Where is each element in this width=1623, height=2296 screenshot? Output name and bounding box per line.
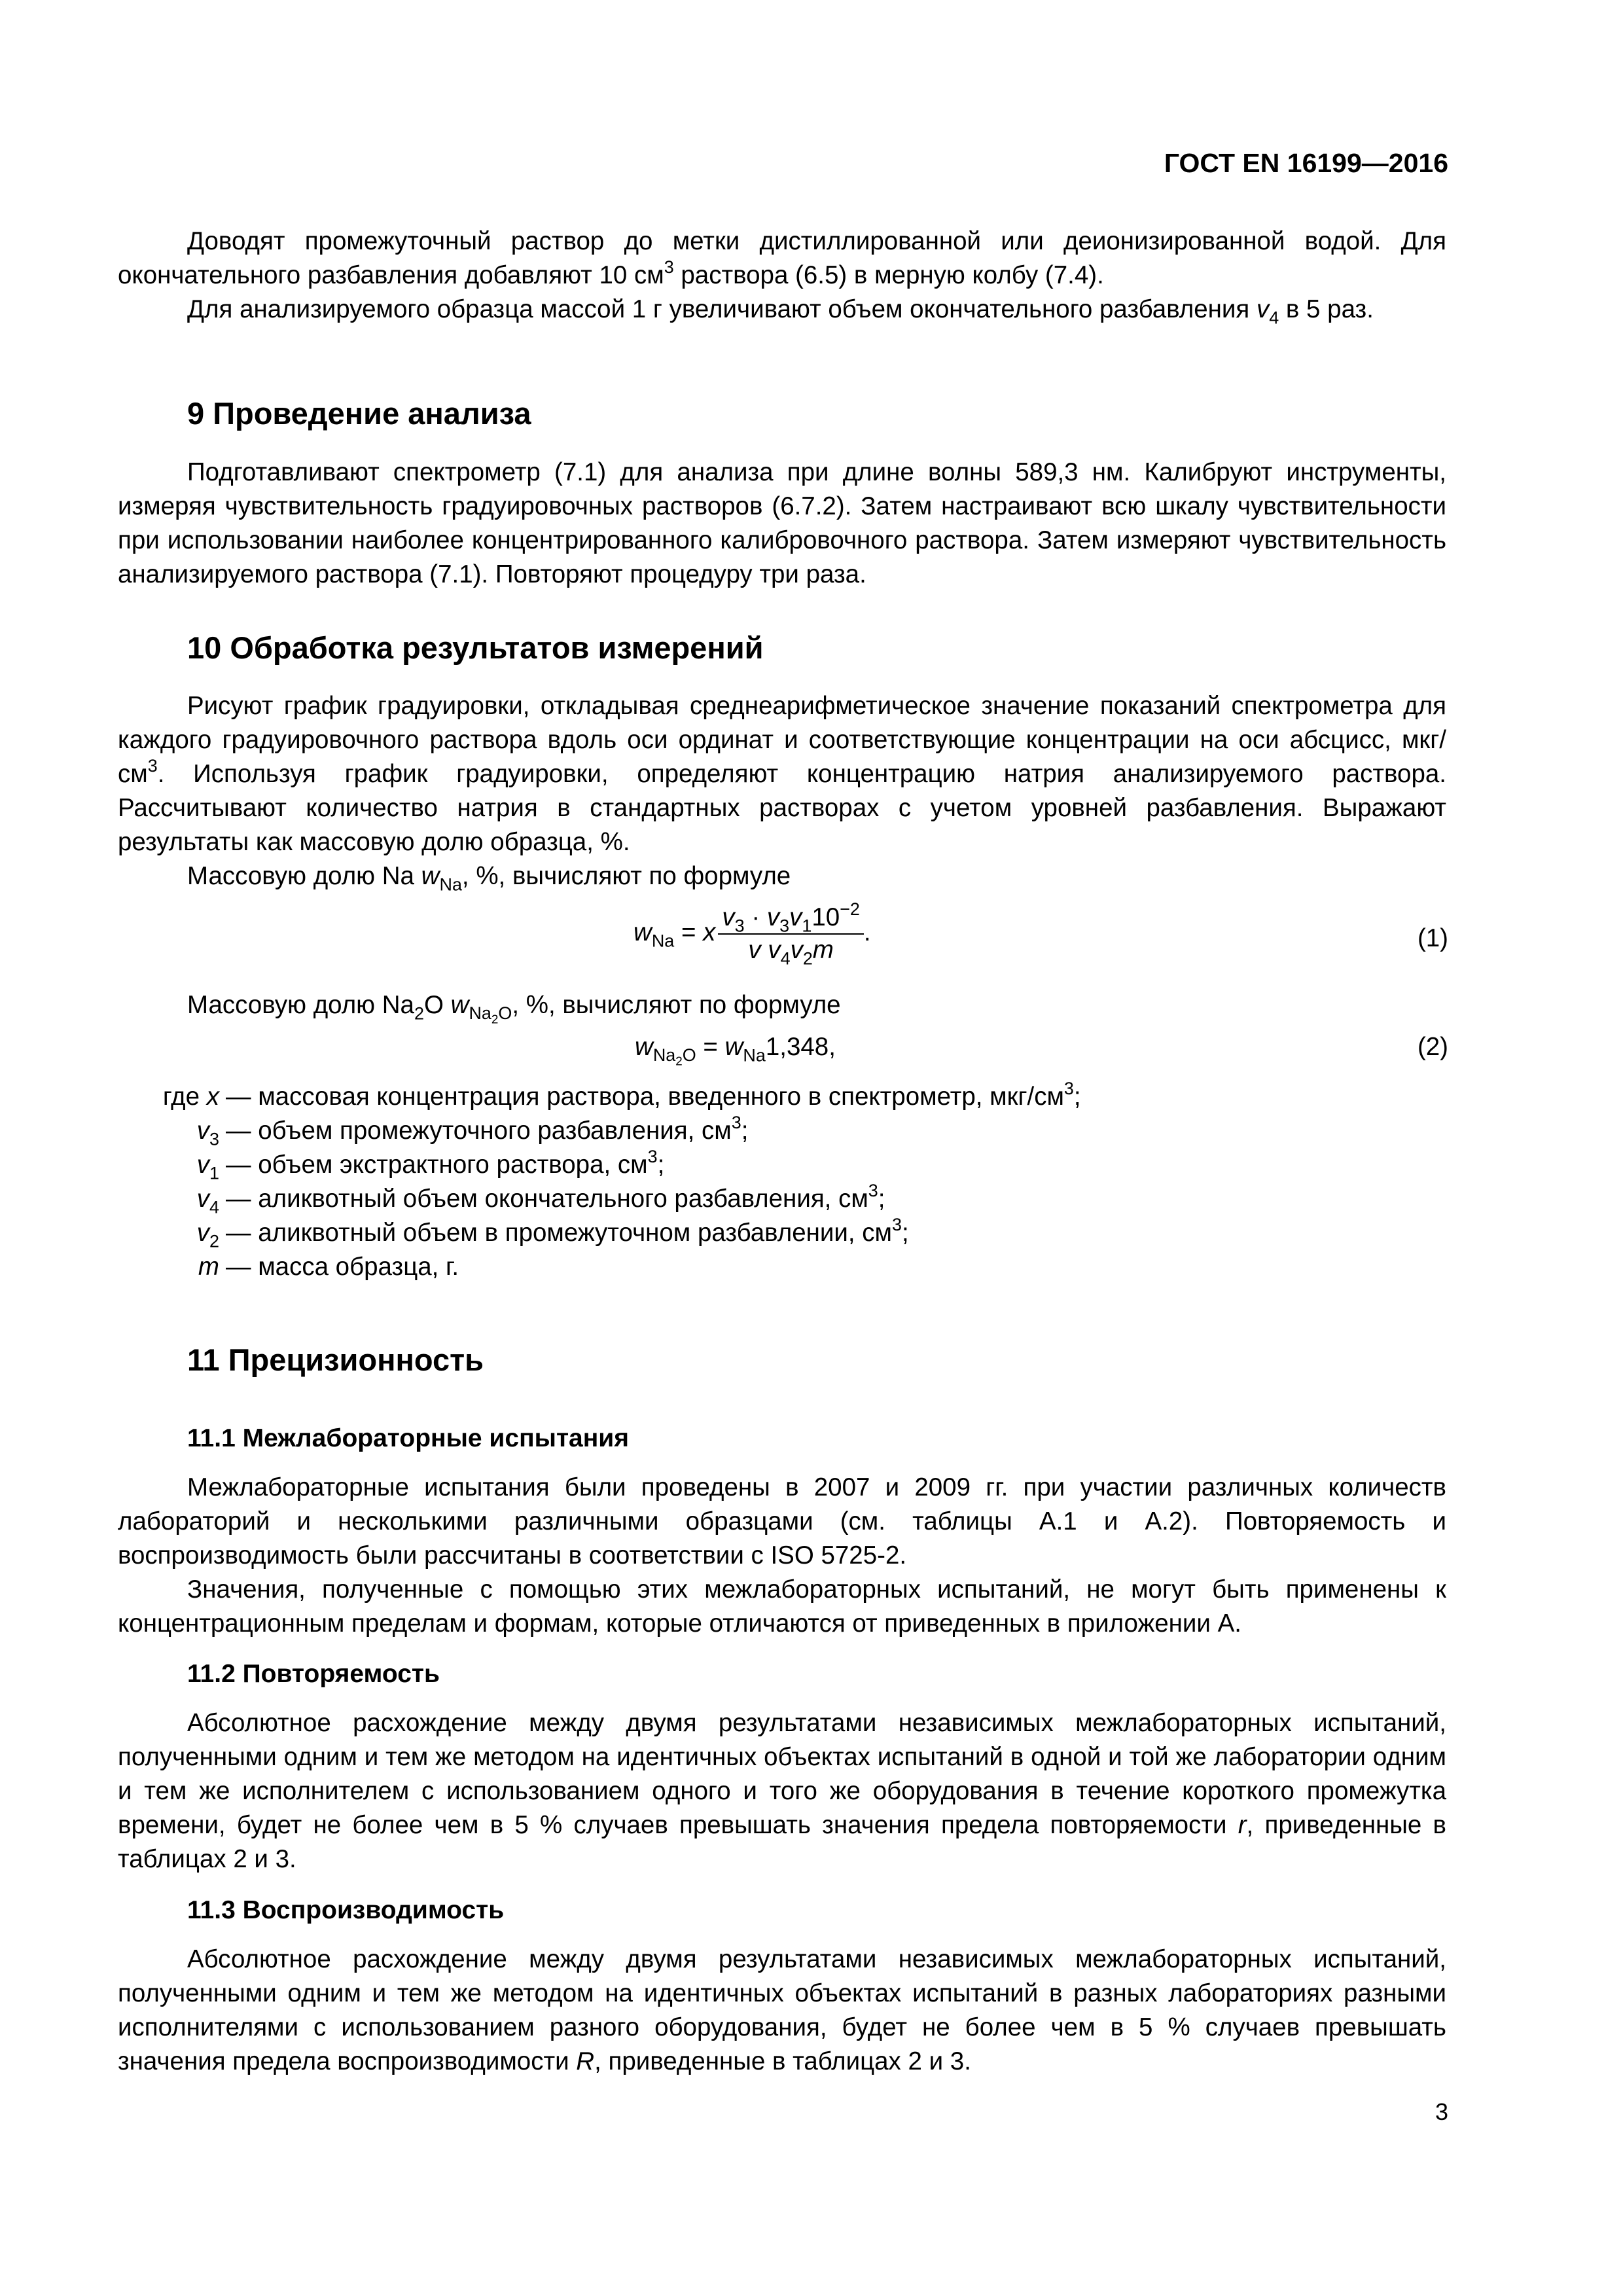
subsection-11-2-heading: 11.2 Повторяемость — [187, 1660, 440, 1688]
formula-1-expression: $w_{Na} = x$ $\frac{v_3 \cdot v_3v_110^{-2}}{v v_4v_2m}$ . — [633, 899, 871, 969]
section-9-paragraph: Подготавливают спектрометр (7.1) для анализа при длине волны 589,3 нм. Калибруют инструменты, измеряя чувствительность градуировочных растворов (6.7.2). Затем настраивают всю шкалу чувствительности при использовании наиболее концентрированного калибровочного раствора. Затем измеряют чувствительность анализируемого раствора (7.1). Повторяют процедуру три раза. — [118, 458, 1446, 588]
section-9-heading: 9 Проведение анализа — [187, 396, 531, 431]
subsection-11-2-body — [118, 1706, 1446, 1876]
definition-row: $v_1$ — объем экстрактного раствора, $см^3$; — [196, 1146, 665, 1183]
section-10-body — [118, 689, 1446, 893]
variable-definitions — [118, 1080, 1081, 1284]
formula-2-expression: $w_{Na_2O} = w_{Na}1,348$, — [635, 1033, 836, 1069]
subsection-11-1-paragraph-2: Значения, полученные с помощью этих межлабораторных испытаний, не могут быть применены к концентрационным пределам и формам, которые отличаются от приведенных в приложении А. — [118, 1575, 1446, 1638]
definition-row: m — масса образца, г. — [198, 1253, 459, 1281]
subsection-11-1-paragraph-1: Межлабораторные испытания были проведены в 2007 и 2009 гг. при участии различных количеств лабораторий и несколькими различными образцами (см. таблицы А.1 и А.2). Повторяемость и воспроизводимость были рассчитаны в соответствии с ISO 5725-2. — [118, 1473, 1446, 1570]
definition-row: $v_4$ — аликвотный объем окончательного разбавления, $см^3$; — [196, 1180, 885, 1217]
page-number: 3 — [1435, 2098, 1448, 2125]
definition-row: $v_3$ — объем промежуточного разбавления, $см^3$; — [196, 1112, 749, 1149]
intro-paragraph-1: Доводят промежуточный раствор до метки дистиллированной или деионизированной водой. Для окончательного разбавления добавляют 10 $см^3$ раствора (6.5) в мерную колбу (7.4). — [118, 227, 1446, 289]
document-header-id: ГОСТ EN 16199—2016 — [1164, 148, 1448, 178]
section-10-heading: 10 Обработка результатов измерений — [187, 630, 764, 665]
subsection-11-3-heading: 11.3 Воспроизводимость — [187, 1896, 505, 1924]
subsection-11-1-heading: 11.1 Межлабораторные испытания — [187, 1424, 630, 1452]
formula-2-number: (2) — [1417, 1033, 1448, 1061]
intro-block — [118, 224, 1446, 327]
intro-paragraph-2: Для анализируемого образца массой 1 г увеличивают объем окончательного разбавления $v_4$ в 5 раз. — [187, 295, 1374, 328]
section-10-paragraph-1: Рисуют график градуировки, откладывая среднеарифметическое значение показаний спектрометра для каждого градуировочного раствора вдоль оси ординат и соответствующие концентрации на оси абсцисс, мкг/$см^3$. Используя график градуировки, определяют концентрацию натрия анализируемого раствора. Рассчитывают количество натрия в стандартных растворах с учетом уровней разбавления. Выражают результаты как массовую долю образца, %. — [118, 692, 1446, 856]
subsection-11-3-body — [118, 1943, 1446, 2079]
definition-row: $v_2$ — аликвотный объем в промежуточном разбавлении, $см^3$; — [196, 1214, 909, 1251]
section-11-heading: 11 Прецизионность — [187, 1342, 484, 1377]
section-9-body — [118, 456, 1446, 592]
subsection-11-3-paragraph: Абсолютное расхождение между двумя результатами независимых межлабораторных испытаний, полученными одним и тем же методом на идентичных объектах испытаний в разных лабораториях разными исполнителями с использованием разного оборудования, будет не более чем в 5 % случаев превышать значения предела воспроизводимости R, приведенные в таблицах 2 и 3. — [118, 1945, 1446, 2075]
definition-row: где x — массовая концентрация раствора, введенного в спектрометр, мкг/$см^3$; — [162, 1078, 1081, 1111]
section-10-paragraph-3: Массовую долю $Na_2O$ $w_{Na_2O}$, %, вычисляют по формуле — [187, 991, 841, 1027]
subsection-11-1-body — [118, 1471, 1446, 1641]
subsection-11-2-paragraph: Абсолютное расхождение между двумя результатами независимых межлабораторных испытаний, полученными одним и тем же методом на идентичных объектах испытаний в одной и той же лаборатории одним и тем же исполнителем с использованием одного и того же оборудования в течение короткого промежутка времени, будет не более чем в 5 % случаев превышать значения предела повторяемости r, приведенные в таблицах 2 и 3. — [118, 1709, 1446, 1873]
formula-1-fraction: $\frac{v_3 \cdot v_3v_110^{-2}}{v v_4v_2m}$ — [718, 903, 863, 965]
formula-1-number: (1) — [1417, 924, 1448, 952]
section-10-paragraph-3-wrap — [118, 988, 1446, 1027]
section-10-paragraph-2: Массовую долю Na $w_{Na}$, %, вычисляют по формуле — [187, 862, 791, 895]
